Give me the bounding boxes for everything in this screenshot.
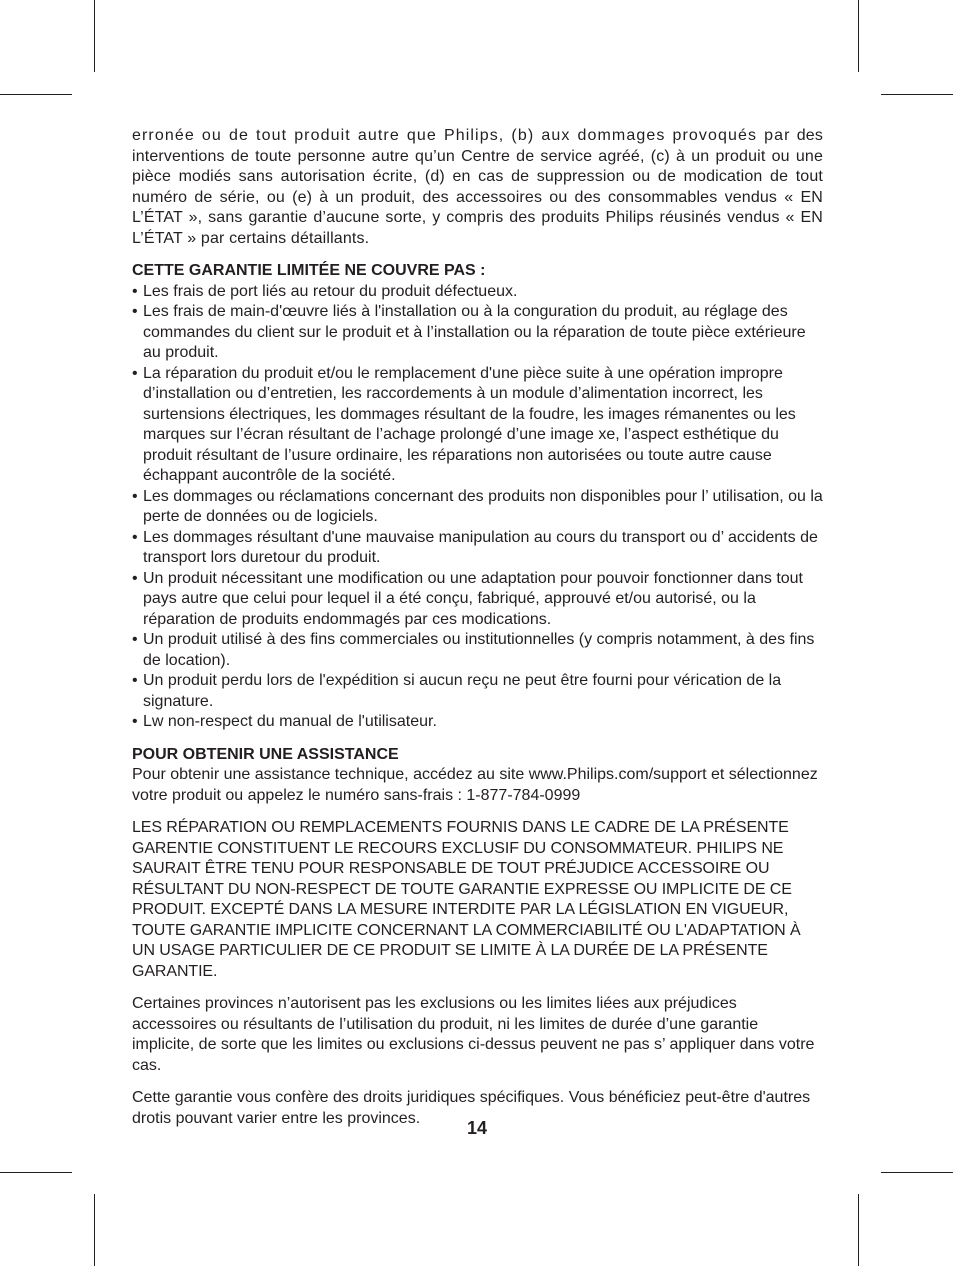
exclusion-item-text: Les dommages ou réclamations concernant des produits non disponibles pour l’ utilisation, ou la perte de données ou de logiciels. bbox=[143, 487, 823, 525]
crop-mark-top-left-horizontal bbox=[0, 94, 72, 95]
exclusion-item bbox=[132, 569, 823, 631]
crop-mark-top-right-horizontal bbox=[881, 94, 953, 95]
crop-mark-bottom-right-vertical bbox=[858, 1194, 859, 1266]
bullet-symbol: • bbox=[132, 282, 138, 300]
exclusion-item-text: Lw non-respect du manual de l'utilisateur. bbox=[143, 713, 437, 730]
assistance-heading: POUR OBTENIR UNE ASSISTANCE bbox=[132, 745, 399, 763]
assistance-section bbox=[132, 745, 823, 807]
intro-first-line: erronée ou de tout produit autre que Philips, (b) aux dommages provoqués par bbox=[132, 127, 791, 144]
exclusion-item-text: Un produit nécessitant une modification ou une adaptation pour pouvoir fonctionner dans tout pays autre que celui pour lequel il a été conçu, fabriqué, approuvé et/ou autorisé, ou la réparation de produits endommagés par ces modications. bbox=[143, 569, 803, 628]
bullet-symbol: • bbox=[132, 631, 138, 648]
exclusion-item bbox=[132, 630, 823, 671]
exclusion-item bbox=[132, 671, 823, 712]
bullet-symbol: • bbox=[132, 528, 138, 546]
assistance-text: Pour obtenir une assistance technique, accédez au site www.Philips.com/support et sélectionnez votre produit ou appelez le numéro sans-frais : 1-877-784-0999 bbox=[132, 766, 818, 804]
exclusions-heading: CETTE GARANTIE LIMITÉE NE COUVRE PAS : bbox=[132, 262, 486, 279]
page-content bbox=[132, 126, 823, 1141]
exclusion-item-text: Les frais de main-d'œuvre liés à l'installation ou à la conguration du produit, au réglage des commandes du client sur le produit et à l’installation ou la réparation de toute pièce extérieure au produit. bbox=[143, 303, 806, 361]
exclusion-item bbox=[132, 712, 823, 733]
bullet-symbol: • bbox=[132, 487, 138, 505]
bullet-symbol: • bbox=[132, 713, 138, 730]
exclusion-item-text: La réparation du produit et/ou le remplacement d'une pièce suite à une opération impropre d’installation ou d’entretien, les raccordements à un module d’alimentation incorrect, les surtensions électriques, les dommages résultant de la foudre, les images rémanentes ou les marques sur l’écran résultant de l’achage prolongé d’une image xe, l’aspect esthétique du produit résultant de l’usure ordinaire, les réparations non autorisées ou toute autre cause échappant aucontrôle de la société. bbox=[143, 364, 796, 484]
bullet-symbol: • bbox=[132, 569, 138, 587]
exclusion-item bbox=[132, 282, 823, 303]
page-number: 14 bbox=[466, 1118, 488, 1138]
bullet-symbol: • bbox=[132, 364, 138, 382]
exclusions-list bbox=[132, 282, 823, 733]
exclusion-item-text: Les frais de port liés au retour du produit défectueux. bbox=[143, 282, 518, 300]
exclusion-item-text: Un produit perdu lors de l'expédition si aucun reçu ne peut être fourni pour vérication de la signature. bbox=[143, 672, 782, 710]
rights-paragraph: Cette garantie vous confère des droits juridiques spécifiques. Vous bénéficiez peut-être d'autres drotis pouvant varier entre les provinces. bbox=[132, 1089, 811, 1127]
exclusion-item-text: Un produit utilisé à des fins commerciales ou institutionnelles (y compris notamment, à des fins de location). bbox=[143, 631, 815, 669]
crop-mark-bottom-left-vertical bbox=[94, 1194, 95, 1266]
exclusion-item bbox=[132, 487, 823, 528]
intro-paragraph bbox=[132, 126, 823, 249]
crop-mark-bottom-left-horizontal bbox=[0, 1172, 72, 1173]
crop-mark-top-right-vertical bbox=[858, 0, 859, 72]
crop-mark-top-left-vertical bbox=[94, 0, 95, 72]
bullet-symbol: • bbox=[132, 672, 138, 689]
provinces-paragraph: Certaines provinces n’autorisent pas les exclusions ou les limites liées aux préjudices accessoires ou résultants de l’utilisation du produit, ni les limites de durée d’une garantie implicite, de sorte que les limites ou exclusions ci-dessus peuvent ne pas s’ appliquer dans votre cas. bbox=[132, 995, 815, 1074]
exclusion-item bbox=[132, 528, 823, 569]
exclusive-remedy-paragraph: LES RÉPARATION OU REMPLACEMENTS FOURNIS DANS LE CADRE DE LA PRÉSENTE GARENTIE CONSTITUENT LE RECOURS EXCLUSIF DU CONSOMMATEUR. PHILIPS NE SAURAIT ÊTRE TENU POUR RESPONSABLE DE TOUT PRÉJUDICE ACCESSOIRE OU RÉSULTANT DU NON-RESPECT DE TOUTE GARANTIE EXPRESSE OU IMPLICITE DE CE PRODUIT. EXCEPTÉ DANS LA MESURE INTERDITE PAR LA LÉGISLATION EN VIGUEUR, TOUTE GARANTIE IMPLICITE CONCERNANT LA COMMERCIABILITÉ OU L'ADAPTATION À UN USAGE PARTICULIER DE CE PRODUIT SE LIMITE À LA DURÉE DE LA PRÉSENTE GARANTIE. bbox=[132, 819, 801, 980]
intro-rest: des interventions de toute personne autre qu’un Centre de service agréé, (c) à un produit ou une pièce modiés sans autorisation écrite, (d) en cas de suppression ou de modication de tout numéro de série, ou (e) à un produit, des accessoires ou des consommables vendus « EN L’ÉTAT », sans garantie d’aucune sorte, y compris des produits Philips réusinés vendus « EN L’ÉTAT » par certains détaillants. bbox=[132, 127, 823, 247]
exclusion-item bbox=[132, 302, 823, 364]
exclusions-section bbox=[132, 261, 823, 733]
crop-mark-bottom-right-horizontal bbox=[881, 1172, 953, 1173]
bullet-symbol: • bbox=[132, 303, 138, 320]
exclusion-item-text: Les dommages résultant d'une mauvaise manipulation au cours du transport ou d’ accidents de transport lors duretour du produit. bbox=[143, 528, 818, 566]
exclusion-item bbox=[132, 364, 823, 487]
